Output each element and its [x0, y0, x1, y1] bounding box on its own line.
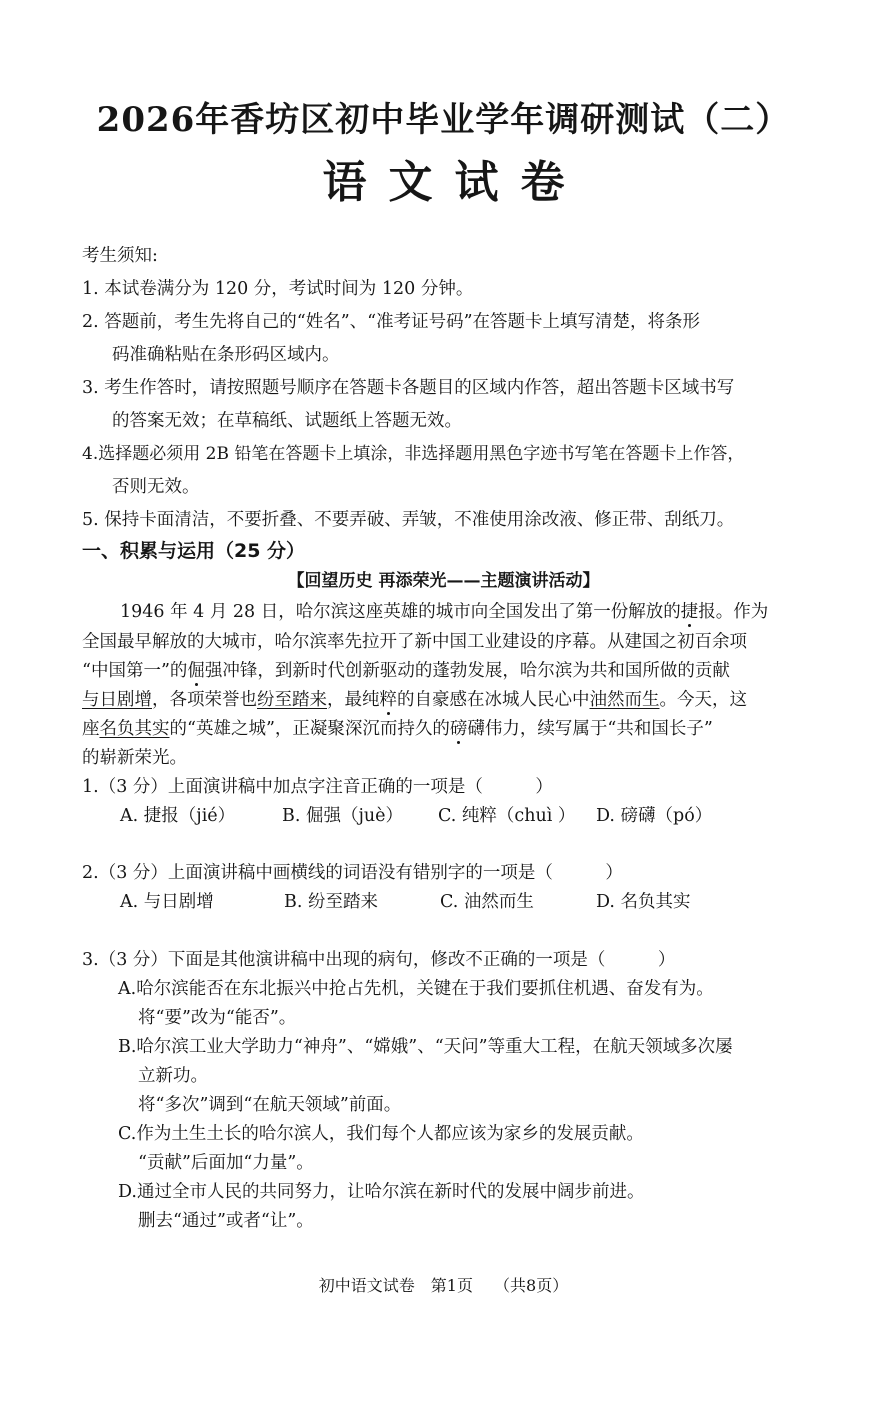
dotted-char: 倔	[187, 661, 205, 681]
notice-item-1: 1. 本试卷满分为 120 分，考试时间为 120 分钟。	[82, 279, 474, 299]
notice-item-3: 3. 考生作答时，请按照题号顺序在答题卡各题目的区域内作答，超出答题卡区域书写	[82, 378, 735, 398]
q3-option-c: C.作为土生土长的哈尔滨人，我们每个人都应该为家乡的发展贡献。	[118, 1124, 644, 1144]
q3-option-b-fix: 将“多次”调到“在航天领域”前面。	[138, 1095, 402, 1115]
notice-item-4: 4.选择题必须用 2B 铅笔在答题卡上填涂，非选择题用黑色字迹书写笔在答题卡上作答，	[82, 444, 745, 464]
passage-line-3: “中国第一”的倔强冲锋，到新时代创新驱动的蓬勃发展，哈尔滨为共和国所做的贡献	[82, 661, 730, 681]
question-1-stem: 1.（3 分）上面演讲稿中加点字注音正确的一项是（ ）	[82, 777, 553, 797]
notice-heading: 考生须知:	[82, 246, 158, 266]
activity-title: 【回望历史 再添荣光——主题演讲活动】	[287, 571, 600, 591]
q3-option-a-fix: 将“要”改为“能否”。	[138, 1008, 297, 1028]
q2-option-a: A. 与日剧增	[120, 892, 214, 912]
notice-item-5: 5. 保持卡面清洁，不要折叠、不要弄破、弄皱，不准使用涂改液、修正带、刮纸刀。	[82, 510, 735, 530]
underlined-word: 油然而生	[589, 690, 660, 710]
q1-option-c: C. 纯粹（chuì ）	[438, 806, 576, 826]
page-footer: 初中语文试卷 第1页 （共8页）	[318, 1276, 569, 1295]
q3-option-b-cont: 立新功。	[138, 1066, 208, 1086]
notice-item-4-cont: 否则无效。	[112, 477, 200, 497]
q3-option-b: B.哈尔滨工业大学助力“神舟”、“嫦娥”、“天问”等重大工程，在航天领域多次屡	[118, 1037, 733, 1057]
q2-option-d: D. 名负其实	[596, 892, 691, 912]
exam-subject: 语文试卷	[322, 157, 587, 208]
q3-option-d: D.通过全市人民的共同努力，让哈尔滨在新时代的发展中阔步前进。	[118, 1182, 645, 1202]
passage-line-2: 全国最早解放的大城市，哈尔滨率先拉开了新中国工业建设的序幕。从建国之初百余项	[82, 632, 747, 652]
underlined-word: 名负其实	[99, 719, 170, 739]
q2-option-c: C. 油然而生	[440, 892, 534, 912]
underlined-word: 纷至踏来	[257, 690, 327, 710]
dotted-char: 粹	[379, 690, 397, 710]
section-heading: 一、积累与运用（25 分）	[82, 540, 306, 562]
q1-option-b: B. 倔强（juè）	[282, 806, 404, 826]
question-3-stem: 3.（3 分）下面是其他演讲稿中出现的病句，修改不正确的一项是（ ）	[82, 950, 676, 970]
dotted-char: 磅	[449, 719, 468, 739]
underlined-word: 与日剧增	[82, 690, 152, 710]
passage-line-6: 的崭新荣光。	[82, 748, 187, 768]
q1-option-d: D. 磅礴（pó）	[596, 806, 713, 826]
question-2-stem: 2.（3 分）上面演讲稿中画横线的词语没有错别字的一项是（ ）	[82, 863, 623, 883]
notice-item-3-cont: 的答案无效；在草稿纸、试题纸上答题无效。	[112, 411, 462, 431]
q3-option-a: A.哈尔滨能否在东北振兴中抢占先机，关键在于我们要抓住机遇、奋发有为。	[118, 979, 714, 999]
dotted-char: 捷	[680, 602, 699, 622]
notice-item-2-cont: 码准确粘贴在条形码区域内。	[112, 345, 340, 365]
passage-line-4: 与日剧增，各项荣誉也纷至踏来，最纯粹的自豪感在冰城人民心中油然而生。今天，这	[82, 690, 747, 710]
exam-title: 2026年香坊区初中毕业学年调研测试（二）	[96, 100, 791, 140]
notice-item-2: 2. 答题前，考生先将自己的“姓名”、“准考证号码”在答题卡上填写清楚，将条形	[82, 312, 701, 332]
passage-line-1: 1946 年 4 月 28 日，哈尔滨这座英雄的城市向全国发出了第一份解放的捷报。作为	[120, 602, 769, 622]
passage-line-5: 座名负其实的“英雄之城”，正凝聚深沉而持久的磅礴伟力，续写属于“共和国长子”	[82, 719, 713, 739]
q3-option-d-fix: 删去“通过”或者“让”。	[138, 1211, 314, 1231]
q2-option-b: B. 纷至踏来	[284, 892, 378, 912]
q1-option-a: A. 捷报（jié）	[120, 806, 236, 826]
q3-option-c-fix: “贡献”后面加“力量”。	[138, 1153, 314, 1173]
